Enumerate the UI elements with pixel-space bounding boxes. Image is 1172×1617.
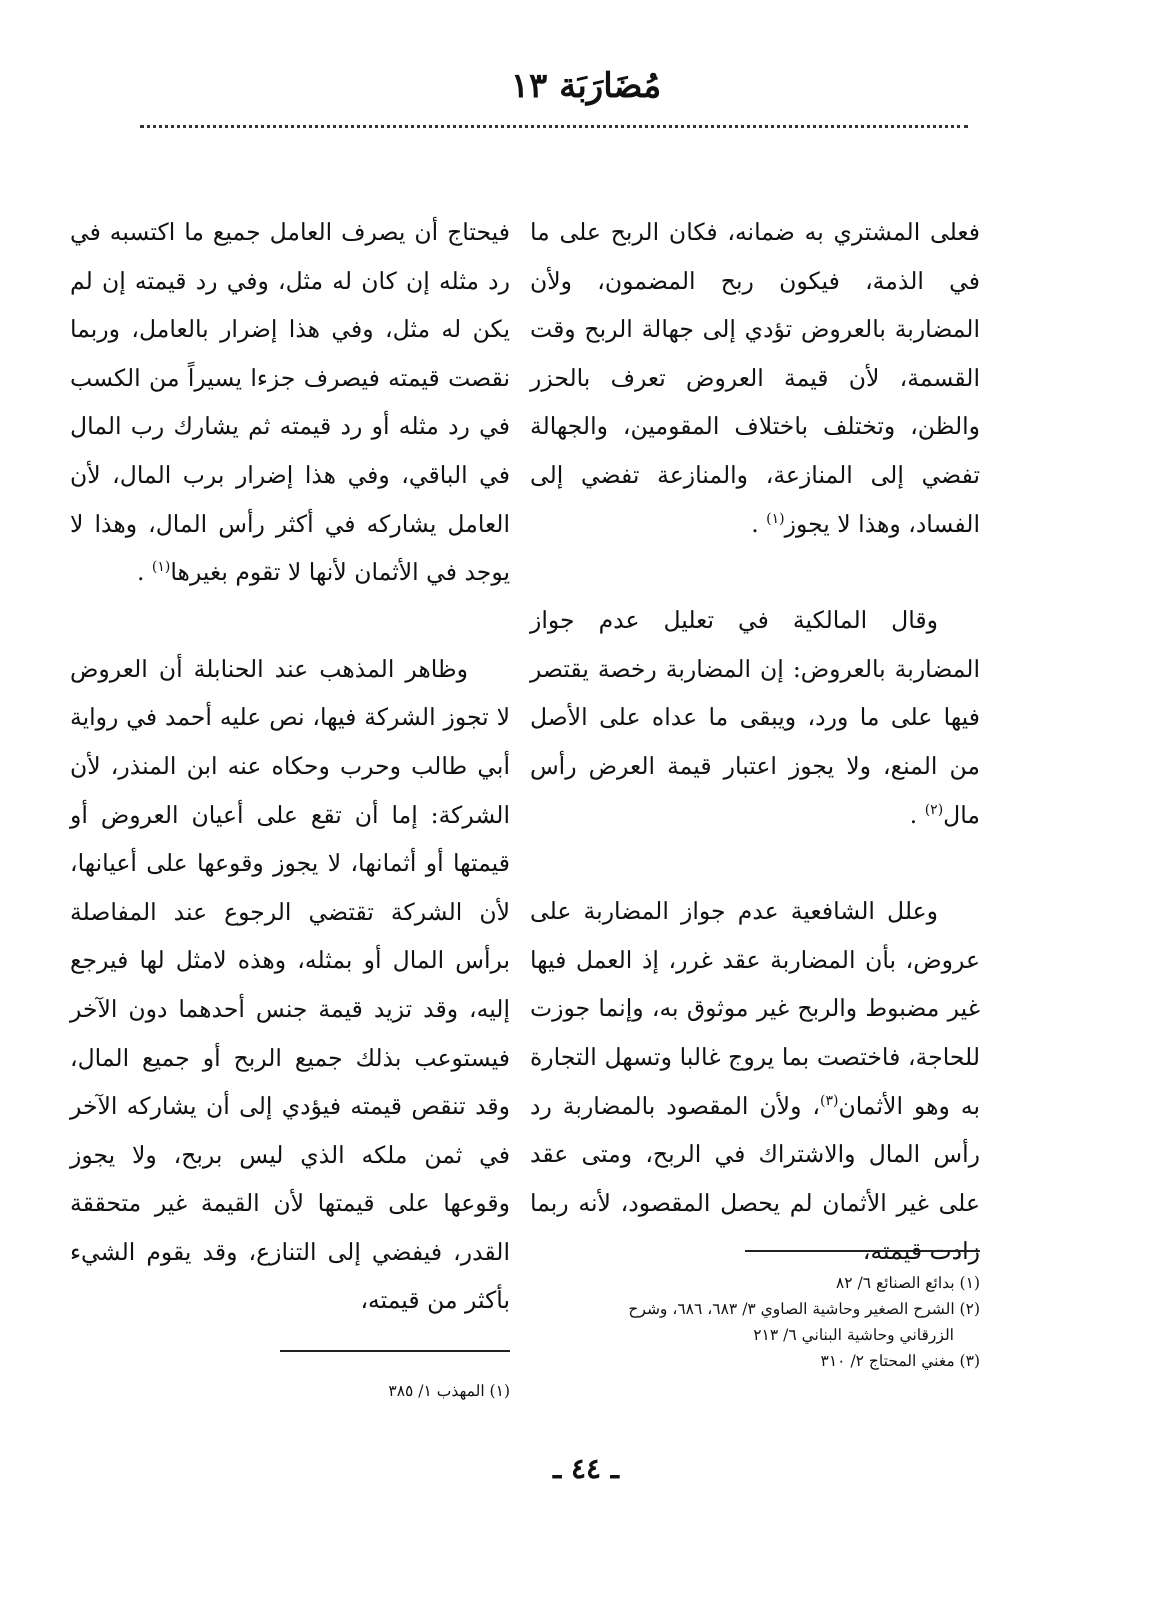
header-dotted-rule bbox=[140, 125, 968, 128]
page-title: مُضَارَبَة ١٣ bbox=[510, 66, 662, 106]
footnote-separator bbox=[280, 1350, 510, 1352]
footnote: (٣) مغني المحتاج ٢/ ٣١٠ bbox=[820, 1352, 980, 1370]
page-number: ـ ٤٤ ـ bbox=[553, 1452, 619, 1485]
left-column bbox=[70, 208, 510, 1325]
paragraph: فيحتاج أن يصرف العامل جميع ما اكتسبه في رد مثله إن كان له مثل، وفي رد قيمته إن لم يكن له مثل، وفي هذا إضرار بالعامل، وربما نقصت قيمته فيصرف جزءا يسيراً من الكسب في رد مثله أو رد قيمته ثم يشارك رب المال في الباقي، وفي هذا إضرار برب المال، لأن العامل يشاركه في أكثر رأس المال، وهذا لا يوجد في الأثمان لأنها لا تقوم بغيرها$^{(١)}$ . bbox=[70, 218, 510, 587]
footnote: (١) المهذب ١/ ٣٨٥ bbox=[388, 1382, 510, 1400]
paragraph: فعلى المشتري به ضمانه، فكان الربح على ما في الذمة، فيكون ربح المضمون، ولأن المضاربة بالعروض تؤدي إلى جهالة الربح وقت القسمة، لأن قيمة العروض تعرف بالحزر والظن، وتختلف باختلاف المقومين، والجهالة تفضي إلى المنازعة، والمنازعة تفضي إلى الفساد، وهذا لا يجوز$^{(١)}$ . bbox=[530, 218, 980, 538]
paragraph: وظاهر المذهب عند الحنابلة أن العروض لا تجوز الشركة فيها، نص عليه أحمد في رواية أبي طالب وحرب وحكاه عنه ابن المنذر، لأن الشركة: إما أن تقع على أعيان العروض أو قيمتها أو أثمانها، لا يجوز وقوعها على أعيانها، لأن الشركة تقتضي الرجوع عند المفاصلة برأس المال أو بمثله، وهذه لامثل لها فيرجع إليه، وقد تزيد قيمة جنس أحدهما دون الآخر فيستوعب بذلك جميع الربح أو جميع المال، وقد تنقص قيمته فيؤدي إلى أن يشاركه الآخر في ثمن ملكه الذي ليس بربح، ولا يجوز وقوعها على قيمتها لأن القيمة غير متحققة القدر، فيفضي إلى التنازع، وقد يقوم الشيء بأكثر من قيمته، bbox=[70, 654, 510, 1315]
footnote-marker: (٢) bbox=[924, 801, 944, 818]
footnote-marker: (١) bbox=[151, 559, 171, 576]
footnotes-left bbox=[70, 1378, 510, 1404]
footnote: (١) بدائع الصنائع ٦/ ٨٢ bbox=[835, 1274, 980, 1292]
paragraph: وقال المالكية في تعليل عدم جواز المضاربة بالعروض: إن المضاربة رخصة يقتصر فيها على ما ورد، ويبقى ما عداه على الأصل من المنع، ولا يجوز اعتبار قيمة العرض رأس مال$^{(٢)}$ . bbox=[530, 606, 980, 829]
footnote-marker: (٣) bbox=[820, 1092, 839, 1109]
footnote-continuation: الزرقاني وحاشية البناني ٦/ ٢١٣ bbox=[753, 1326, 954, 1344]
footnote-separator bbox=[745, 1250, 980, 1252]
right-column bbox=[530, 208, 980, 1276]
footnote: (٢) الشرح الصغير وحاشية الصاوي ٣/ ٦٨٣، ٦٨٦، وشرح bbox=[628, 1300, 980, 1318]
footnote-marker: (١) bbox=[766, 510, 785, 527]
paragraph: وعلل الشافعية عدم جواز المضاربة على عروض، بأن المضاربة عقد غرر، إذ العمل فيها غير مضبوط والربح غير موثوق به، وإنما جوزت للحاجة، فاختصت بما يروج غالبا وتسهل التجارة به وهو الأثمان$^{(٣)}$، ولأن المقصود بالمضاربة رد رأس المال والاشتراك في الربح، ومتى عقد على غير الأثمان لم يحصل المقصود، لأنه ربما زادت قيمته، bbox=[530, 897, 980, 1266]
footnotes-right bbox=[530, 1270, 980, 1374]
